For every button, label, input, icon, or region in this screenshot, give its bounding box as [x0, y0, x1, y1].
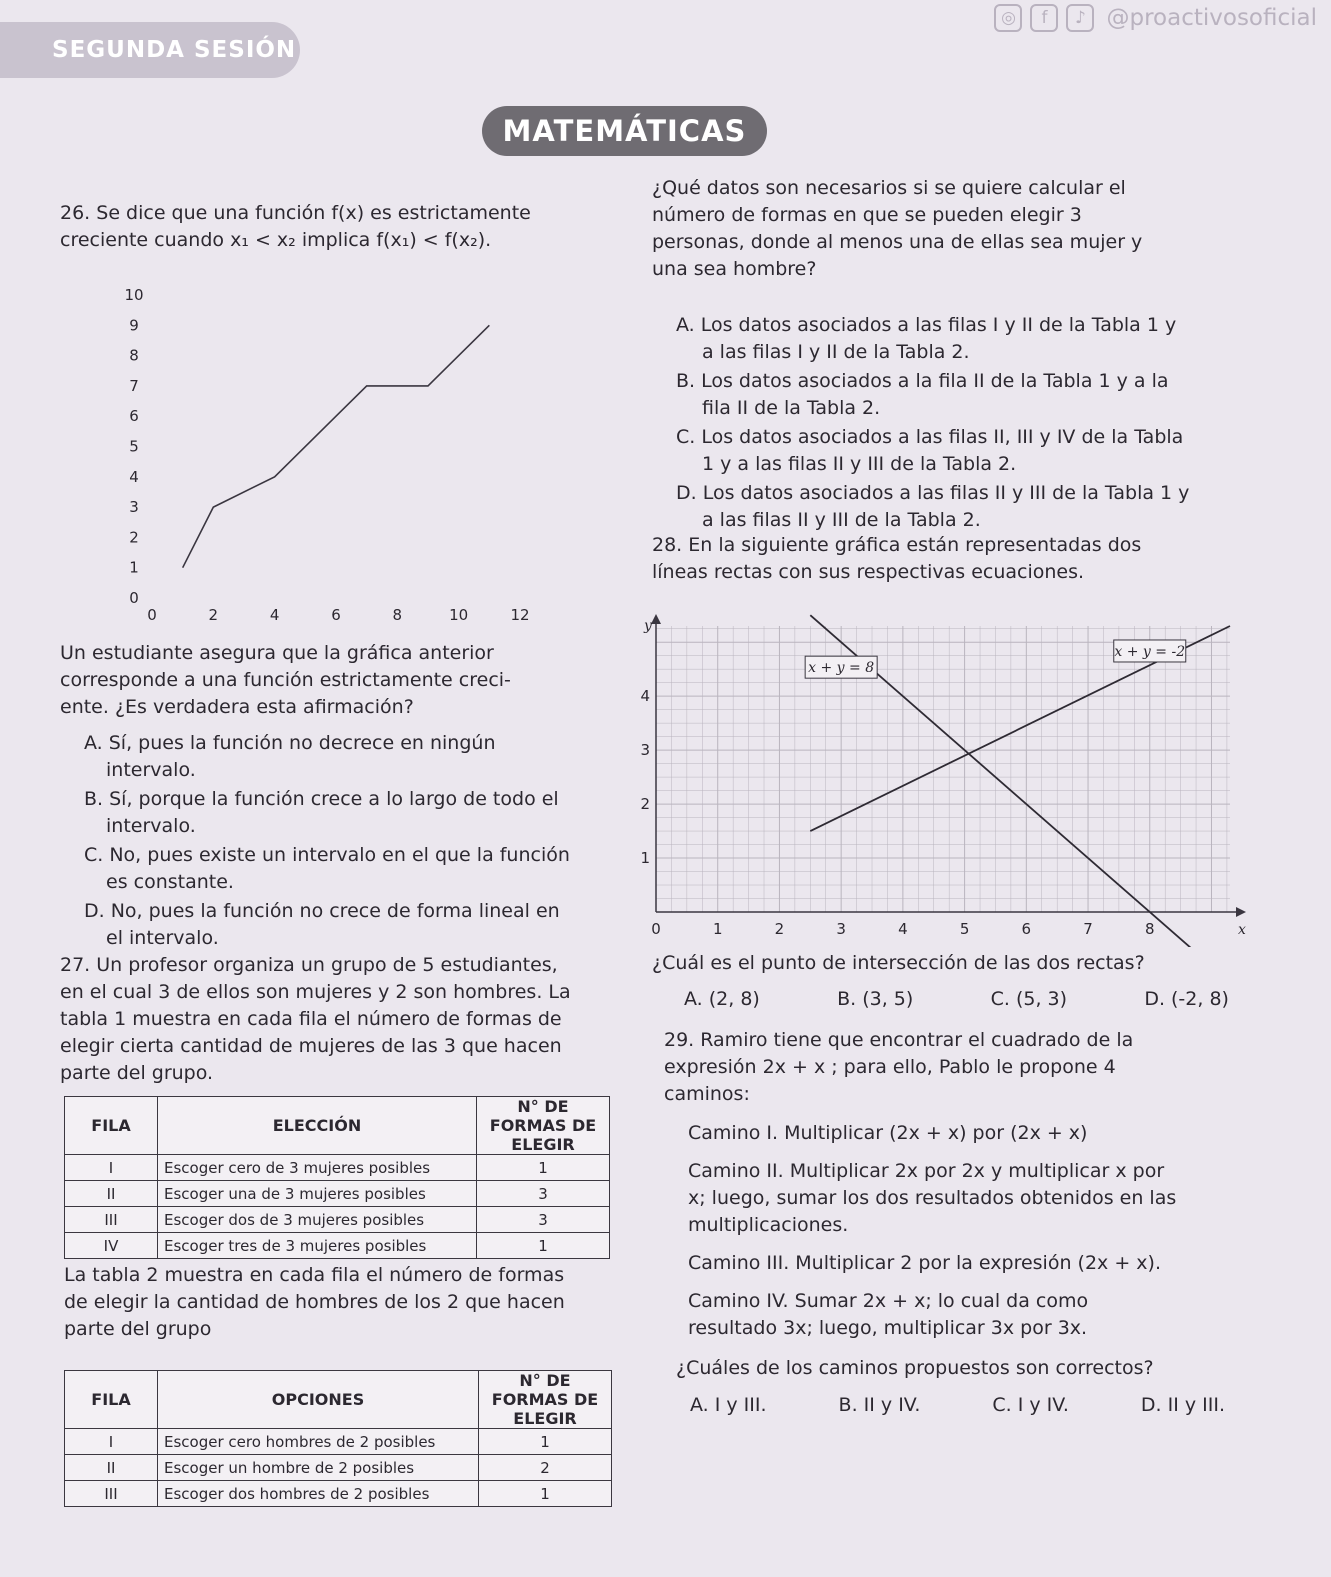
x-tick-label: 4 — [269, 606, 280, 624]
q29-camino-line: Camino II. Multiplicar 2x por 2x y multiplicar x por — [688, 1160, 1165, 1182]
table-cell: III — [65, 1207, 158, 1233]
table-cell: II — [65, 1455, 158, 1481]
q29-camino-3: Camino III. Multiplicar 2 por la expresión (2x + x). — [688, 1252, 1161, 1274]
table-header-row — [65, 1097, 610, 1155]
x-tick-label: 4 — [898, 920, 908, 938]
table-cell: 1 — [479, 1481, 612, 1507]
q27-line: tabla 1 muestra en cada fila el número de formas de — [60, 1008, 562, 1030]
q28-line: 28. En la siguiente gráfica están representadas dos — [652, 534, 1142, 556]
option-line: C. No, pues existe un intervalo en el que la función — [84, 844, 570, 866]
table-1 — [64, 1096, 610, 1259]
session-label: SEGUNDA SESIÓN — [52, 37, 297, 63]
option-line: B. Sí, porque la función crece a lo largo de todo el — [84, 788, 559, 810]
q28-line: líneas rectas con sus respectivas ecuaciones. — [652, 561, 1085, 583]
table-cell: 3 — [477, 1207, 610, 1233]
y-tick-label: 1 — [129, 558, 139, 577]
q29-camino-line: Camino IV. Sumar 2x + x; lo cual da como — [688, 1290, 1089, 1312]
q29-camino-line: multiplicaciones. — [688, 1214, 849, 1236]
q27-mid-text — [64, 1262, 614, 1343]
x-tick-label: 8 — [1144, 920, 1155, 938]
q28-option-b[interactable]: B. (3, 5) — [837, 988, 914, 1010]
q26-options — [84, 730, 609, 952]
q26-intro-line: creciente cuando x₁ < x₂ implica f(x₁) < f(x₂). — [60, 229, 492, 251]
y-tick-label: 5 — [129, 437, 139, 456]
q28-text — [652, 532, 1222, 586]
table-row — [65, 1481, 612, 1507]
option-line: D. Los datos asociados a las filas II y III de la Tabla 1 y — [676, 482, 1190, 504]
option-line: intervalo. — [106, 815, 196, 837]
x-tick-label: 3 — [836, 920, 846, 938]
y-tick-label: 0 — [129, 589, 139, 607]
q26-stem — [60, 640, 605, 721]
table-header: ELECCIÓN — [158, 1097, 477, 1155]
social-bar — [994, 4, 1317, 32]
q26-stem-line: corresponde a una función estrictamente creci- — [60, 669, 511, 691]
table-header: FILA — [65, 1371, 158, 1429]
y-axis-arrow — [651, 614, 661, 624]
table-cell: Escoger cero de 3 mujeres posibles — [158, 1155, 477, 1181]
q27-line: La tabla 2 muestra en cada fila el número de formas — [64, 1264, 565, 1286]
q27-question — [652, 175, 1222, 283]
table-cell: I — [65, 1429, 158, 1455]
q26-intro-line: 26. Se dice que una función f(x) es estrictamente — [60, 202, 531, 224]
y-tick-label: 4 — [640, 687, 650, 706]
q27-text — [60, 952, 610, 1087]
q29-option-b[interactable]: B. II y IV. — [838, 1394, 921, 1416]
facebook-icon[interactable]: f — [1030, 4, 1058, 32]
table-cell: Escoger cero hombres de 2 posibles — [158, 1429, 479, 1455]
table-cell: Escoger tres de 3 mujeres posibles — [158, 1233, 477, 1259]
equation-label: x + y = 8 — [808, 660, 875, 677]
option-line: fila II de la Tabla 2. — [702, 397, 881, 419]
table-cell: Escoger una de 3 mujeres posibles — [158, 1181, 477, 1207]
equation-label: x + y = -2 — [1114, 643, 1186, 660]
table-cell: 2 — [479, 1455, 612, 1481]
table-cell: III — [65, 1481, 158, 1507]
q27-option-d[interactable] — [676, 480, 1224, 534]
x-tick-label: 5 — [959, 920, 970, 938]
option-line: a las filas I y II de la Tabla 2. — [702, 341, 970, 363]
q28-option-d[interactable]: D. (-2, 8) — [1144, 988, 1229, 1010]
q29-camino-2 — [688, 1158, 1228, 1239]
table-cell: I — [65, 1155, 158, 1181]
y-tick-label: 4 — [129, 467, 139, 486]
q26-option-c[interactable] — [84, 842, 609, 896]
x-axis-arrow — [1236, 907, 1246, 917]
q28-lines-chart — [634, 612, 1254, 947]
table-row — [65, 1181, 610, 1207]
table-cell: Escoger un hombre de 2 posibles — [158, 1455, 479, 1481]
y-tick-label: 3 — [129, 498, 139, 517]
q29-camino-line: x; luego, sumar los dos resultados obtenidos en las — [688, 1187, 1177, 1209]
y-tick-label: 3 — [640, 741, 650, 760]
y-tick-label: 10 — [124, 286, 144, 304]
option-line: A. Sí, pues la función no decrece en ningún — [84, 732, 496, 754]
table-cell: IV — [65, 1233, 158, 1259]
y-tick-label: 7 — [129, 376, 139, 395]
q26-stem-line: ente. ¿Es verdadera esta afirmación? — [60, 696, 414, 718]
table-2 — [64, 1370, 612, 1507]
table-cell: Escoger dos hombres de 2 posibles — [158, 1481, 479, 1507]
table-header: FILA — [65, 1097, 158, 1155]
q27-option-b[interactable] — [676, 368, 1224, 422]
x-tick-label: 2 — [208, 606, 219, 624]
q26-option-b[interactable] — [84, 786, 609, 840]
x-tick-label: 8 — [392, 606, 403, 624]
q29-line: caminos: — [664, 1083, 750, 1105]
x-tick-label: 1 — [712, 920, 723, 938]
subject-label: MATEMÁTICAS — [502, 114, 747, 148]
q26-intro — [60, 200, 600, 254]
q28-options — [684, 986, 1229, 1013]
instagram-icon[interactable]: ◎ — [994, 4, 1022, 32]
y-tick-label: 1 — [640, 849, 650, 868]
q29-text — [664, 1027, 1219, 1108]
y-tick-label: 2 — [129, 528, 139, 547]
table-cell: II — [65, 1181, 158, 1207]
table-header: N° DE FORMAS DE ELEGIR — [477, 1097, 610, 1155]
table-cell: 1 — [477, 1155, 610, 1181]
q27-line: en el cual 3 de ellos son mujeres y 2 son hombres. La — [60, 981, 571, 1003]
table-header: OPCIONES — [158, 1371, 479, 1429]
table-row — [65, 1233, 610, 1259]
q27-options — [676, 312, 1224, 534]
q27-line: elegir cierta cantidad de mujeres de las 3 que hacen — [60, 1035, 562, 1057]
option-line: es constante. — [106, 871, 234, 893]
option-line: intervalo. — [106, 759, 196, 781]
q28-option-a[interactable]: A. (2, 8) — [684, 988, 760, 1010]
x-tick-label: 0 — [147, 606, 157, 624]
q27-line: parte del grupo. — [60, 1062, 214, 1084]
q27-line: parte del grupo — [64, 1318, 212, 1340]
table-cell: 3 — [477, 1181, 610, 1207]
q29-line: 29. Ramiro tiene que encontrar el cuadrado de la — [664, 1029, 1134, 1051]
q27-question-line: número de formas en que se pueden elegir 3 — [652, 204, 1082, 226]
session-banner — [0, 22, 300, 78]
table-row — [65, 1207, 610, 1233]
q27-question-line: personas, donde al menos una de ellas sea mujer y — [652, 231, 1143, 253]
q29-line: expresión 2x + x ; para ello, Pablo le propone 4 — [664, 1056, 1116, 1078]
subject-title — [482, 106, 767, 156]
q29-camino-line: resultado 3x; luego, multiplicar 3x por 3x. — [688, 1317, 1088, 1339]
table-cell: 1 — [477, 1233, 610, 1259]
q27-option-a[interactable] — [676, 312, 1224, 366]
table-row — [65, 1455, 612, 1481]
table-cell: 1 — [479, 1429, 612, 1455]
q29-camino-1: Camino I. Multiplicar (2x + x) por (2x + x) — [688, 1122, 1088, 1144]
q29-camino-4 — [688, 1288, 1228, 1342]
x-tick-label: 6 — [331, 606, 341, 624]
y-tick-label: 6 — [129, 407, 139, 426]
table-row — [65, 1155, 610, 1181]
y-tick-label: 9 — [129, 316, 139, 335]
option-line: A. Los datos asociados a las filas I y II de la Tabla 1 y — [676, 314, 1177, 336]
q29-option-c[interactable]: C. I y IV. — [992, 1394, 1069, 1416]
x-axis-label: x — [1238, 922, 1246, 938]
q26-option-d[interactable] — [84, 898, 609, 952]
x-tick-label: 2 — [774, 920, 785, 938]
x-tick-label: 10 — [449, 606, 469, 624]
x-tick-label: 12 — [510, 606, 530, 624]
table-header-row — [65, 1371, 612, 1429]
option-line: a las filas II y III de la Tabla 2. — [702, 509, 981, 531]
table-row — [65, 1429, 612, 1455]
function-line — [183, 325, 490, 567]
x-tick-label: 6 — [1021, 920, 1032, 938]
option-line: 1 y a las filas II y III de la Tabla 2. — [702, 453, 1017, 475]
q26-function-chart — [90, 280, 570, 630]
y-axis-label: y — [644, 618, 652, 634]
table-cell: Escoger dos de 3 mujeres posibles — [158, 1207, 477, 1233]
q26-stem-line: Un estudiante asegura que la gráfica anterior — [60, 642, 494, 664]
option-line: D. No, pues la función no crece de forma lineal en — [84, 900, 560, 922]
tiktok-icon[interactable]: ♪ — [1066, 4, 1094, 32]
q27-question-line: ¿Qué datos son necesarios si se quiere calcular el — [652, 177, 1126, 199]
q27-line: 27. Un profesor organiza un grupo de 5 estudiantes, — [60, 954, 558, 976]
q29-option-a[interactable]: A. I y III. — [690, 1394, 767, 1416]
q29-options — [690, 1392, 1225, 1419]
table-header: N° DE FORMAS DE ELEGIR — [479, 1371, 612, 1429]
x-tick-label: 7 — [1083, 920, 1093, 938]
q28-option-c[interactable]: C. (5, 3) — [990, 988, 1068, 1010]
q29-option-d[interactable]: D. II y III. — [1140, 1394, 1225, 1416]
social-handle: @proactivosoficial — [1106, 5, 1317, 31]
q28-question: ¿Cuál es el punto de intersección de las dos rectas? — [652, 952, 1145, 974]
q27-line: de elegir la cantidad de hombres de los 2 que hacen — [64, 1291, 565, 1313]
y-tick-label: 8 — [129, 346, 139, 365]
option-line: C. Los datos asociados a las filas II, III y IV de la Tabla — [676, 426, 1184, 448]
q27-option-c[interactable] — [676, 424, 1224, 478]
q27-question-line: una sea hombre? — [652, 258, 817, 280]
option-line: el intervalo. — [106, 927, 219, 949]
x-tick-label: 0 — [651, 920, 661, 938]
q29-question: ¿Cuáles de los caminos propuestos son correctos? — [676, 1357, 1154, 1379]
option-line: B. Los datos asociados a la fila II de la Tabla 1 y a la — [676, 370, 1169, 392]
q26-option-a[interactable] — [84, 730, 609, 784]
y-tick-label: 2 — [640, 795, 650, 814]
